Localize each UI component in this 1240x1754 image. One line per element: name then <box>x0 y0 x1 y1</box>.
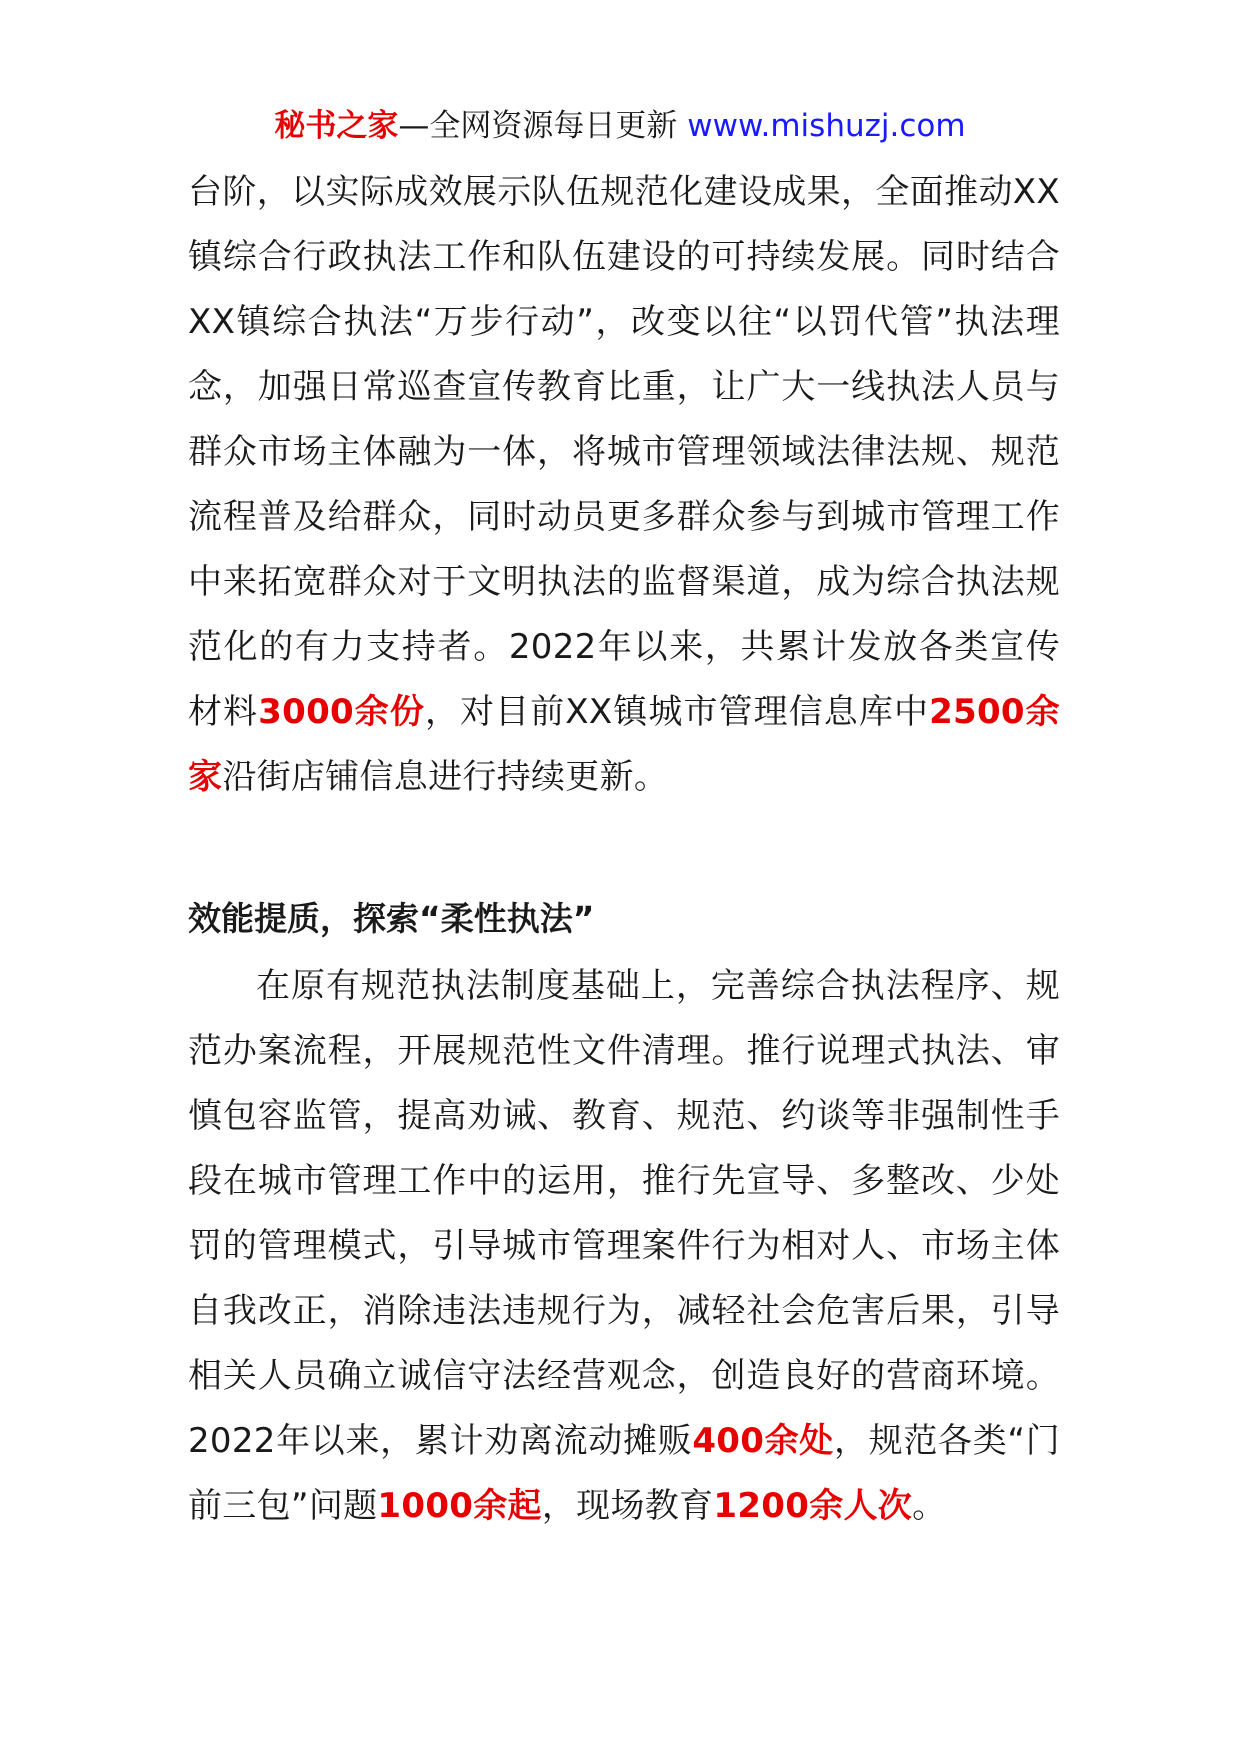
highlight-materials-count: 3000余份 <box>258 692 425 732</box>
paragraph-2 <box>188 954 1060 1539</box>
paragraph-1-text-b: ，对目前XX镇城市管理信息库中 <box>424 692 930 732</box>
document-body <box>188 160 1060 1539</box>
paragraph-2-text-c: ，现场教育 <box>541 1486 714 1526</box>
highlight-vendors-count: 400余处 <box>692 1421 834 1461</box>
paragraph-2-text-b: ，规范各类“门前三包”问题 <box>188 1421 1061 1526</box>
header-tagline: —全网资源每日更新 <box>398 108 688 144</box>
paragraph-2-text-a: 在原有规范执法制度基础上，完善综合执法程序、规范办案流程，开展规范性文件清理。推行说理式执法、审慎包容监管，提高劝诫、教育、规范、约谈等非强制性手段在城市管理工作中的运用，推行先宣导、多整改、少处罚的管理模式，引导城市管理案件行为相对人、市场主体自我改正，消除违法违规行为，减轻社会危害后果，引导相关人员确立诚信守法经营观念，创造良好的营商环境。2022年以来，累计劝离流动摊贩 <box>188 966 1060 1461</box>
site-header <box>0 104 1240 148</box>
highlight-education-count: 1200余人次 <box>713 1486 913 1526</box>
site-url-link[interactable]: www.mishuzj.com <box>687 108 966 144</box>
paragraph-2-text-d: 。 <box>912 1486 947 1526</box>
highlight-issues-count: 1000余起 <box>377 1486 542 1526</box>
section-heading: 效能提质，探索“柔性执法” <box>188 899 595 938</box>
paragraph-1-text-c: 沿街店铺信息进行持续更新。 <box>222 757 669 797</box>
highlight-shops-count: 2500余家 <box>188 692 1060 797</box>
paragraph-1 <box>188 160 1060 810</box>
brand-name: 秘书之家 <box>274 108 399 144</box>
paragraph-1-text-a: 台阶，以实际成效展示队伍规范化建设成果，全面推动XX镇综合行政执法工作和队伍建设的可持续发展。同时结合XX镇综合执法“万步行动”，改变以往“以罚代管”执法理念，加强日常巡查宣传教育比重，让广大一线执法人员与群众市场主体融为一体，将城市管理领域法律法规、规范流程普及给群众，同时动员更多群众参与到城市管理工作中来拓宽群众对于文明执法的监督渠道，成为综合执法规范化的有力支持者。2022年以来，共累计发放各类宣传材料 <box>188 172 1060 732</box>
